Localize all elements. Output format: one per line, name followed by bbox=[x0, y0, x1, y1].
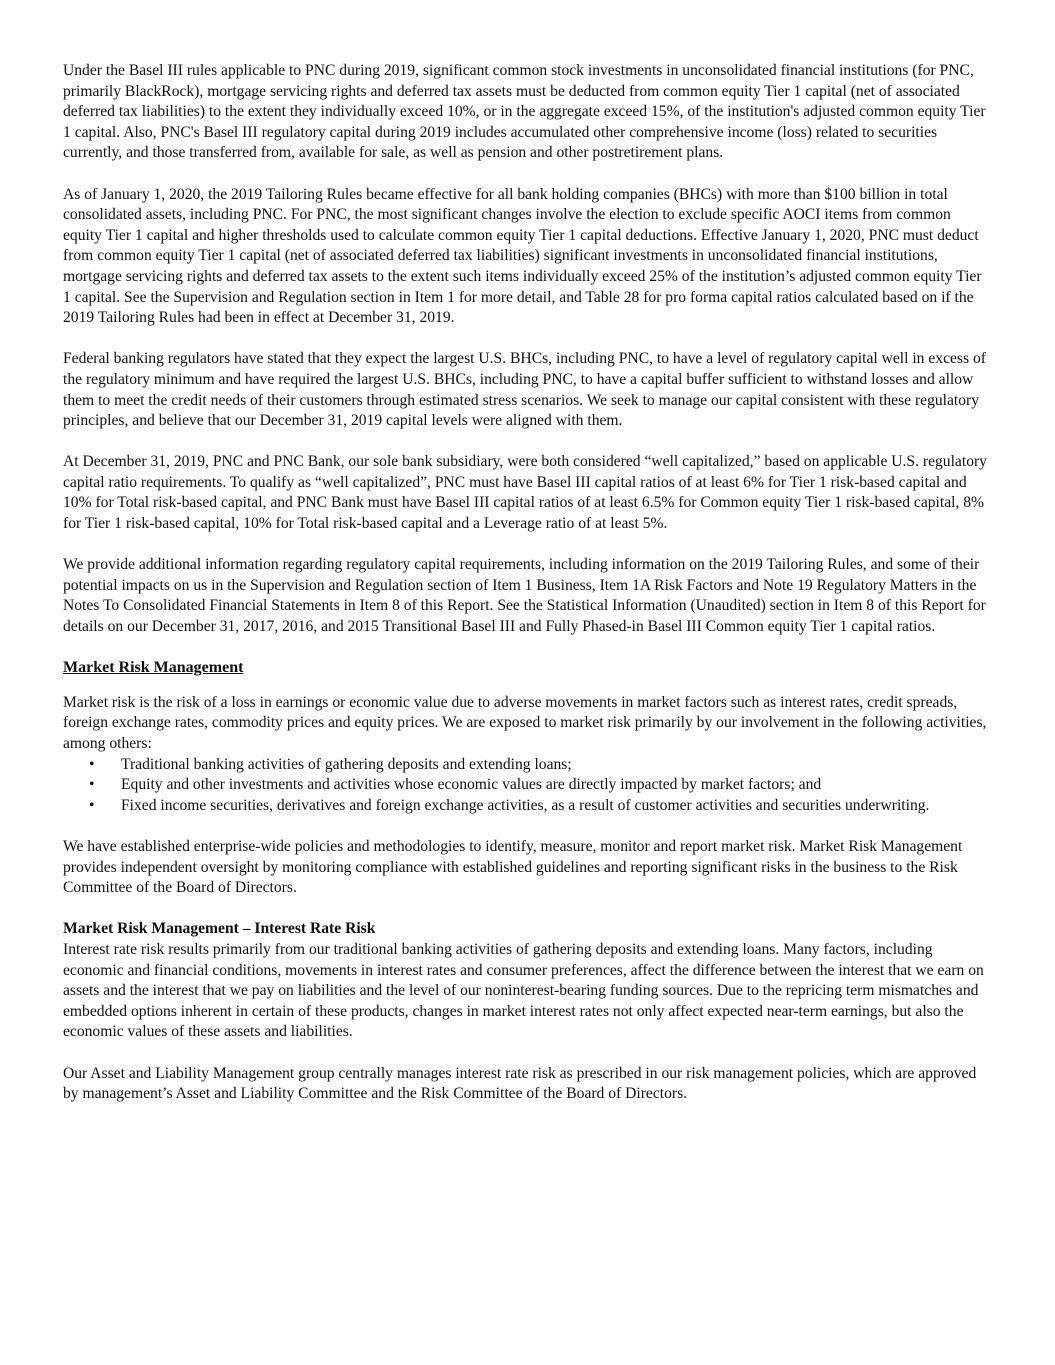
market-risk-activities-list bbox=[63, 755, 993, 817]
list-item bbox=[63, 775, 993, 796]
list-item bbox=[63, 755, 993, 776]
market-risk-policies-paragraph: We have established enterprise-wide policies and methodologies to identify, measure, monitor and report market risk. Market Risk Management provides independent oversight by monitoring compliance with established guidelines and reporting significant risks in the business to the Risk Committee of the Board of Directors. bbox=[63, 837, 963, 897]
list-item bbox=[63, 796, 993, 817]
list-item-text: Traditional banking activities of gathering deposits and extending loans; bbox=[121, 755, 572, 773]
bullet-icon: • bbox=[89, 796, 95, 814]
tailoring-rules-paragraph: As of January 1, 2020, the 2019 Tailoring Rules became effective for all bank holding companies (BHCs) with more than $100 billion in total consolidated assets, including PNC. For PNC, the most significant changes involve the election to exclude specific AOCI items from common equity Tier 1 capital and higher thresholds used to calculate common equity Tier 1 capital deductions. Effective January 1, 2020, PNC must deduct from common equity Tier 1 capital (net of associated deferred tax liabilities) significant investments in unconsolidated financial institutions, mortgage servicing rights and deferred tax assets to the extent such items individually exceed 25% of the institution’s adjusted common equity Tier 1 capital. See the Supervision and Regulation section in Item 1 for more detail, and Table 28 for pro forma capital ratios calculated based on if the 2019 Tailoring Rules had been in effect at December 31, 2019. bbox=[63, 185, 982, 327]
regulatory-expectations-paragraph: Federal banking regulators have stated that they expect the largest U.S. BHCs, including PNC, to have a level of regulatory capital well in excess of the regulatory minimum and have required the largest U.S. BHCs, including PNC, to have a capital buffer sufficient to withstand losses and allow them to meet the credit needs of their customers through estimated stress scenarios. We seek to manage our capital consistent with these regulatory principles, and believe that our December 31, 2019 capital levels were aligned with them. bbox=[63, 350, 986, 430]
basel-iii-deductions-paragraph: Under the Basel III rules applicable to PNC during 2019, significant common stock investments in unconsolidated financial institutions (for PNC, primarily BlackRock), mortgage servicing rights and deferred tax assets must be deducted from common equity Tier 1 capital (net of associated deferred tax liabilities) to the extent they individually exceed 10%, or in the aggregate exceed 15%, of the institution's adjusted common equity Tier 1 capital. Also, PNC's Basel III regulatory capital during 2019 includes accumulated other comprehensive income (loss) related to securities currently, and those transferred from, available for sale, as well as pension and other postretirement plans. bbox=[63, 62, 986, 162]
list-item-text: Fixed income securities, derivatives and foreign exchange activities, as a result of customer activities and securities underwriting. bbox=[121, 796, 930, 814]
alm-group-paragraph: Our Asset and Liability Management group centrally manages interest rate risk as prescribed in our risk management policies, which are approved by management’s Asset and Liability Committee and the Risk Committee of the Board of Directors. bbox=[63, 1064, 977, 1103]
bullet-icon: • bbox=[89, 755, 95, 773]
document-page bbox=[63, 61, 993, 1125]
additional-information-paragraph: We provide additional information regarding regulatory capital requirements, including information on the 2019 Tailoring Rules, and some of their potential impacts on us in the Supervision and Regulation section of Item 1 Business, Item 1A Risk Factors and Note 19 Regulatory Matters in the Notes To Consolidated Financial Statements in Item 8 of this Report. See the Statistical Information (Unaudited) section in Item 8 of this Report for details on our December 31, 2017, 2016, and 2015 Transitional Basel III and Fully Phased-in Basel III Common equity Tier 1 capital ratios. bbox=[63, 556, 986, 636]
market-risk-heading: Market Risk Management bbox=[63, 659, 244, 677]
bullet-icon: • bbox=[89, 776, 95, 794]
market-risk-intro: Market risk is the risk of a loss in earnings or economic value due to adverse movements in market factors such as interest rates, credit spreads, foreign exchange rates, commodity prices and equity prices. We are exposed to market risk primarily by our involvement in the following activities, among others: bbox=[63, 693, 987, 752]
interest-rate-risk-heading: Market Risk Management – Interest Rate Risk bbox=[63, 920, 376, 938]
list-item-text: Equity and other investments and activities whose economic values are directly impacted by market factors; and bbox=[121, 776, 822, 794]
well-capitalized-paragraph: At December 31, 2019, PNC and PNC Bank, our sole bank subsidiary, were both considered “well capitalized,” based on applicable U.S. regulatory capital ratio requirements. To qualify as “well capitalized”, PNC must have Basel III capital ratios of at least 6% for Tier 1 risk-based capital and 10% for Total risk-based capital, and PNC Bank must have Basel III capital ratios of at least 6.5% for Common equity Tier 1 risk-based capital, 8% for Tier 1 risk-based capital, 10% for Total risk-based capital and a Leverage ratio of at least 5%. bbox=[63, 453, 987, 533]
interest-rate-risk-paragraph: Interest rate risk results primarily from our traditional banking activities of gathering deposits and extending loans. Many factors, including economic and financial conditions, movements in interest rates and consumer preferences, affect the difference between the interest that we earn on assets and the interest that we pay on liabilities and the level of our noninterest-bearing funding sources. Due to the repricing term mismatches and embedded options inherent in certain of these products, changes in market interest rates not only affect expected near-term earnings, but also the economic values of these assets and liabilities. bbox=[63, 940, 984, 1041]
